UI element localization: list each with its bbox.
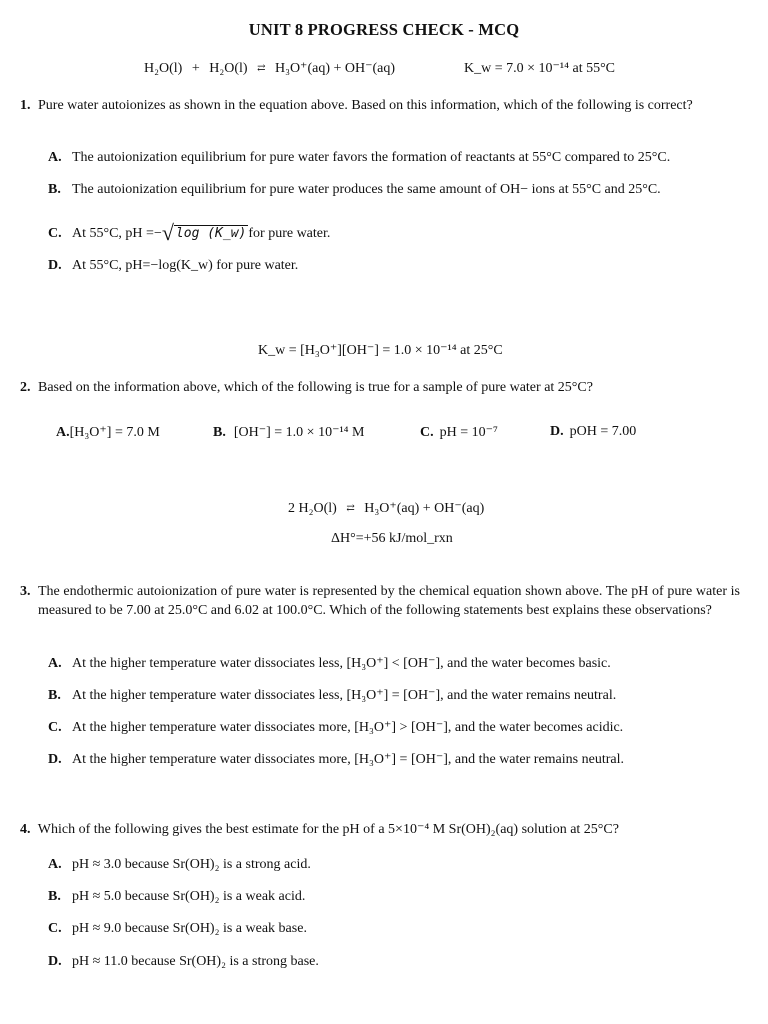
- q1-option-c[interactable]: [48, 217, 330, 243]
- question-number: 2.: [20, 380, 31, 395]
- option-text: At the higher temperature water dissociates less, [H₃O⁺] < [OH⁻], and the water becomes basic.: [72, 656, 611, 671]
- q3-option-c[interactable]: [48, 719, 623, 736]
- question-1: [20, 96, 740, 115]
- equilibrium-arrow-icon: ⇄: [346, 503, 355, 514]
- equilibrium-arrow-icon: ⇄: [257, 63, 266, 74]
- q2-option-b[interactable]: [213, 424, 365, 441]
- radicand: log (K_w): [175, 226, 247, 241]
- q2-option-a[interactable]: [56, 424, 160, 441]
- option-text: pH = 10⁻⁷: [439, 425, 498, 440]
- question-text: Pure water autoionizes as shown in the equation above. Based on this information, which of the following is correct?: [38, 98, 693, 113]
- option-letter: B.: [213, 425, 226, 440]
- option-text: pH ≈ 5.0 because Sr(OH)₂ is a weak acid.: [72, 889, 306, 904]
- q1-option-d[interactable]: [48, 258, 298, 274]
- q4-option-b[interactable]: [48, 889, 305, 905]
- q3-option-b[interactable]: [48, 687, 616, 704]
- question-text: Based on the information above, which of the following is true for a sample of pure water at 25°C?: [38, 380, 593, 395]
- square-root: [162, 217, 249, 243]
- option-text: At 55°C, pH=−log(K_w) for pure water.: [72, 258, 299, 273]
- q3-option-a[interactable]: [48, 655, 611, 672]
- option-text: The autoionization equilibrium for pure water favors the formation of reactants at 55°C compared to 25°C.: [72, 150, 671, 165]
- option-letter: C.: [48, 720, 62, 735]
- option-text: pH ≈ 11.0 because Sr(OH)₂ is a strong base.: [72, 954, 319, 969]
- q3-option-d[interactable]: [48, 751, 624, 768]
- question-number: 4.: [20, 822, 31, 837]
- enthalpy-change: ΔH°=+56 kJ/mol_rxn: [331, 531, 453, 546]
- option-text: The autoionization equilibrium for pure water produces the same amount of OH− ions at 55°C and 25°C.: [72, 182, 661, 197]
- option-letter: D.: [48, 258, 62, 273]
- question-number: 3.: [20, 584, 31, 599]
- option-text: [OH⁻] = 1.0 × 10⁻¹⁴ M: [233, 425, 365, 440]
- option-letter: C.: [48, 226, 62, 241]
- q2-option-c[interactable]: [420, 424, 498, 441]
- option-letter: C.: [48, 921, 62, 936]
- reactant-2: H₂O(l): [209, 61, 248, 76]
- option-text: At the higher temperature water dissociates more, [H₃O⁺] = [OH⁻], and the water remains neutral.: [72, 752, 624, 767]
- intro-equation: [144, 60, 395, 77]
- option-text-pre: At 55°C, pH =−: [72, 226, 162, 241]
- q2-option-d[interactable]: [550, 424, 636, 440]
- option-letter: D.: [48, 954, 62, 969]
- option-letter: C.: [420, 425, 434, 440]
- option-letter: A.: [48, 656, 62, 671]
- q4-option-c[interactable]: [48, 921, 307, 937]
- option-letter: A.: [48, 857, 62, 872]
- option-letter: D.: [550, 424, 564, 439]
- q1-option-a[interactable]: [48, 150, 670, 166]
- q3-equation: [288, 500, 484, 517]
- option-text: [H₃O⁺] = 7.0 M: [69, 425, 160, 440]
- question-text: Which of the following gives the best estimate for the pH of a 5×10⁻⁴ M Sr(OH)₂(aq) solution at 25°C?: [37, 822, 619, 837]
- question-number: 1.: [20, 98, 31, 113]
- plus-sign: +: [191, 61, 200, 76]
- option-text: pH ≈ 9.0 because Sr(OH)₂ is a weak base.: [72, 921, 307, 936]
- option-text: At the higher temperature water dissociates less, [H₃O⁺] = [OH⁻], and the water remains neutral.: [72, 688, 617, 703]
- radical-icon: √: [161, 220, 174, 245]
- kw-55: K_w = 7.0 × 10⁻¹⁴ at 55°C: [464, 61, 616, 76]
- reactant-1: H₂O(l): [144, 61, 183, 76]
- option-letter: B.: [48, 889, 61, 904]
- q4-option-a[interactable]: [48, 857, 311, 873]
- question-text: The endothermic autoionization of pure water is represented by the chemical equation shown above. The pH of pure water is measured to be 7.00 at 25.0°C and 6.02 at 100.0°C. Which of the following statements best explains these observations?: [37, 584, 740, 618]
- option-letter: B.: [48, 182, 61, 197]
- page-title: UNIT 8 PROGRESS CHECK - MCQ: [248, 20, 520, 39]
- option-text: pOH = 7.00: [569, 424, 637, 439]
- option-text: pH ≈ 3.0 because Sr(OH)₂ is a strong acid.: [72, 857, 311, 872]
- kw-25-equation: K_w = [H₃O⁺][OH⁻] = 1.0 × 10⁻¹⁴ at 25°C: [258, 343, 503, 358]
- question-2: [20, 378, 740, 397]
- option-letter: A.: [48, 150, 62, 165]
- reactant: 2 H₂O(l): [288, 501, 337, 516]
- question-3: [20, 582, 740, 620]
- q4-option-d[interactable]: [48, 954, 319, 970]
- q1-option-b[interactable]: [48, 182, 661, 198]
- option-text: At the higher temperature water dissociates more, [H₃O⁺] > [OH⁻], and the water becomes acidic.: [72, 720, 624, 735]
- option-text-post: for pure water.: [248, 226, 331, 241]
- option-letter: A.: [56, 425, 70, 440]
- products: H₃O⁺(aq) + OH⁻(aq): [274, 61, 396, 76]
- question-4: [20, 820, 740, 839]
- option-letter: D.: [48, 752, 62, 767]
- products: H₃O⁺(aq) + OH⁻(aq): [364, 501, 485, 516]
- option-letter: B.: [48, 688, 61, 703]
